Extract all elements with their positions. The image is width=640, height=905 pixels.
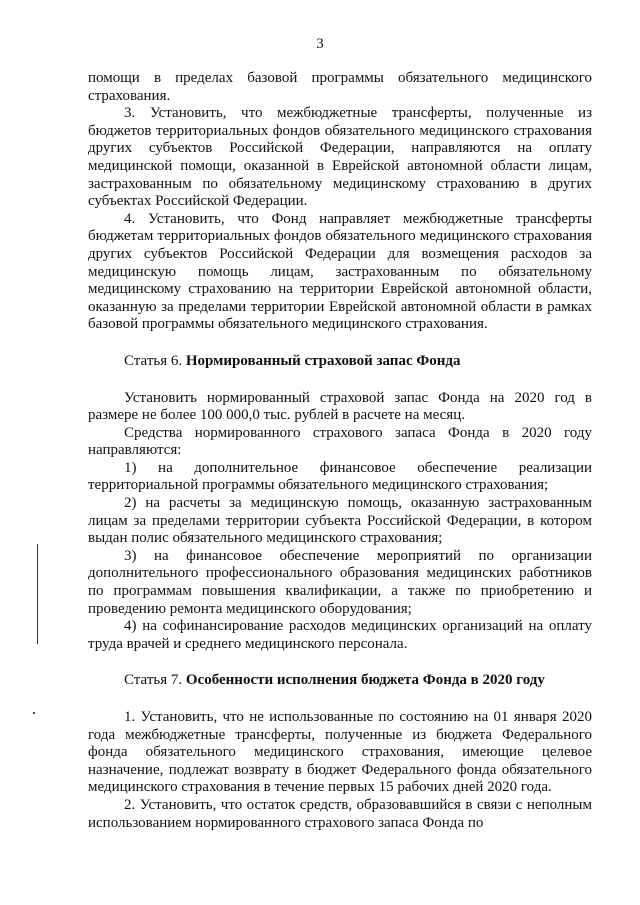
document-body [88,70,592,832]
article-7-paragraph-2: 2. Установить, что остаток средств, образовавшийся в связи с неполным использованием нормированного страхового запаса Фонда по [88,796,592,831]
article-6-list-item-1: 1) на дополнительное финансовое обеспечение реализации территориальной программы обязательного медицинского страхования; [88,459,592,494]
article-7-paragraph-1: 1. Установить, что не использованные по состоянию на 01 января 2020 года межбюджетные трансферты, полученные из бюджета Федерального фонда обязательного медицинского страхования, имеющие целевое назначение, подлежат возврату в бюджет Федерального фонда обязательного медицинского страхования в течение первых 15 рабочих дней 2020 года. [88,709,592,796]
article-6-title: Нормированный страховой запас Фонда [185,352,461,369]
article-6-paragraph-1: Установить нормированный страховой запас Фонда на 2020 год в размере не более 100 000,0 тыс. рублей в расчете на месяц. [88,389,592,424]
margin-dot [33,712,35,714]
article-6-list-item-4: 4) на софинансирование расходов медицинских организаций на оплату труда врачей и среднего медицинского персонала. [88,618,592,652]
article-6-paragraph-2: Средства нормированного страхового запаса Фонда в 2020 году направляются: [88,424,592,459]
article-7-title: Особенности исполнения бюджета Фонда в 2020 году [185,672,545,689]
article-6-heading [88,353,592,371]
page-number: 3 [316,36,324,52]
paragraph-continuation: помощи в пределах базовой программы обязательного медицинского страхования. [88,70,592,104]
article-6-prefix: Статья 6. [124,352,186,369]
article-6-list-item-2: 2) на расчеты за медицинскую помощь, оказанную застрахованным лицам за пределами территории субъекта Российской Федерации, в котором выдан полис обязательного медицинского страхования; [88,495,592,547]
margin-binding-line [37,544,38,644]
article-7-heading [88,672,592,690]
article-6-list-item-3: 3) на финансовое обеспечение мероприятий по организации дополнительного профессионального образования медицинских работников по программам повышения квалификации, а также по приобретению и проведению ремонта медицинского оборудования; [88,547,592,617]
paragraph-item-3: 3. Установить, что межбюджетные трансферты, полученные из бюджетов территориальных фондов обязательного медицинского страхования других субъектов Российской Федерации, направляются на оплату медицинской помощи, оказанной в Еврейской автономной области лицам, застрахованным по обязательному медицинскому страхованию в других субъектах Российской Федерации. [88,105,592,210]
article-7-prefix: Статья 7. [124,672,186,689]
paragraph-item-4: 4. Установить, что Фонд направляет межбюджетные трансферты бюджетам территориальных фондов обязательного медицинского страхования других субъектов Российской Федерации для возмещения расходов за медицинскую помощь лицам, застрахованным по обязательному медицинскому страхованию на территории Еврейской автономной области, оказанную за пределами территории Еврейской автономной области в рамках базовой программы обязательного медицинского страхования. [88,210,592,333]
